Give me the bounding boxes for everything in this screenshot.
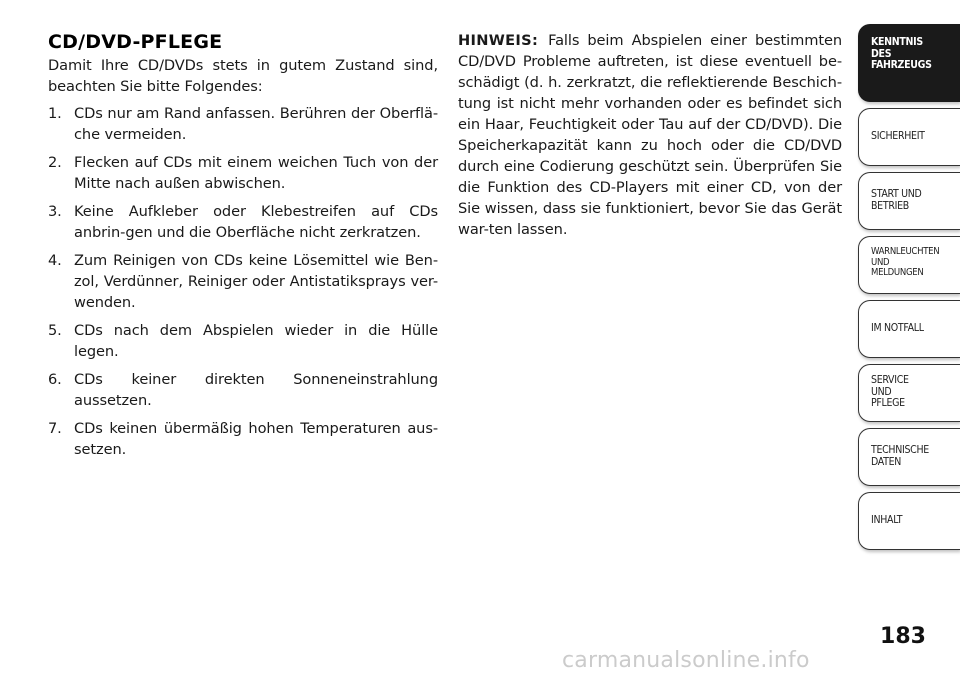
tab-start-und-betrieb[interactable]: START UND BETRIEB xyxy=(858,172,960,230)
tab-kenntnis-des-fahrzeugs[interactable]: KENNTNIS DES FAHRZEUGS xyxy=(858,24,960,102)
list-item xyxy=(48,103,438,145)
list-item xyxy=(48,152,438,194)
watermark: carmanualsonline.info xyxy=(562,648,810,673)
list-item-number: 3. xyxy=(48,203,62,220)
list-item-number: 5. xyxy=(48,322,62,339)
list-item-number: 7. xyxy=(48,420,62,437)
section-heading: CD/DVD-PFLEGE xyxy=(48,31,223,53)
list-item-text: Zum Reinigen von CDs keine Lösemittel wie Ben-zol, Verdünner, Reiniger oder Antistatiksprays ver-wenden. xyxy=(74,252,438,311)
note-label: HINWEIS: xyxy=(458,32,539,49)
list-item-text: CDs nach dem Abspielen wieder in die Hülle legen. xyxy=(74,322,438,360)
tab-inhalt[interactable]: INHALT xyxy=(858,492,960,550)
tab-sicherheit[interactable]: SICHERHEIT xyxy=(858,108,960,166)
list-item-number: 1. xyxy=(48,105,62,122)
list-item-text: Flecken auf CDs mit einem weichen Tuch von der Mitte nach außen abwischen. xyxy=(74,154,438,192)
list-item-number: 2. xyxy=(48,154,62,171)
list-item xyxy=(48,320,438,362)
tab-service-und-pflege[interactable]: SERVICE UND PFLEGE xyxy=(858,364,960,422)
list-item-number: 4. xyxy=(48,252,62,269)
tab-im-notfall[interactable]: IM NOTFALL xyxy=(858,300,960,358)
list-item-text: CDs keiner direkten Sonneneinstrahlung aussetzen. xyxy=(74,371,438,409)
list-item xyxy=(48,250,438,313)
right-column xyxy=(458,30,842,240)
tab-technische-daten[interactable]: TECHNISCHE DATEN xyxy=(858,428,960,486)
chapter-tabs xyxy=(858,24,960,556)
list-item xyxy=(48,201,438,243)
list-item-text: CDs nur am Rand anfassen. Berühren der Oberflä-che vermeiden. xyxy=(74,105,438,143)
list-item-text: CDs keinen übermäßig hohen Temperaturen aus-setzen. xyxy=(74,420,438,458)
left-column xyxy=(48,30,438,467)
intro-paragraph: Damit Ihre CD/DVDs stets in gutem Zustand sind, beachten Sie bitte Folgendes: xyxy=(48,57,438,95)
page-number: 183 xyxy=(880,624,926,649)
note-text: Falls beim Abspielen einer bestimmten CD/DVD Probleme auftreten, ist diese eventuell be-schädigt (d. h. zerkratzt, die reflektierende Beschich-tung ist nicht mehr vorhanden oder es befindet sich ein Haar, Feuchtigkeit oder Tau auf der CD/DVD). Die Speicherkapazität kann zu hoch oder die CD/DVD durch eine Codierung geschützt sein. Überprüfen Sie die Funktion des CD-Players mit einer CD, von der Sie wissen, dass sie funktioniert, bevor Sie das Gerät war-ten lassen. xyxy=(458,32,842,238)
note-paragraph xyxy=(458,30,842,240)
list-item-number: 6. xyxy=(48,371,62,388)
list-item-text: Keine Aufkleber oder Klebestreifen auf CDs anbrin-gen und die Oberfläche nicht zerkratzen. xyxy=(74,203,438,241)
list-item xyxy=(48,369,438,411)
care-instructions-list xyxy=(48,103,438,460)
tab-warnleuchten-und-meldungen[interactable]: WARNLEUCHTEN UND MELDUNGEN xyxy=(858,236,960,294)
list-item xyxy=(48,418,438,460)
